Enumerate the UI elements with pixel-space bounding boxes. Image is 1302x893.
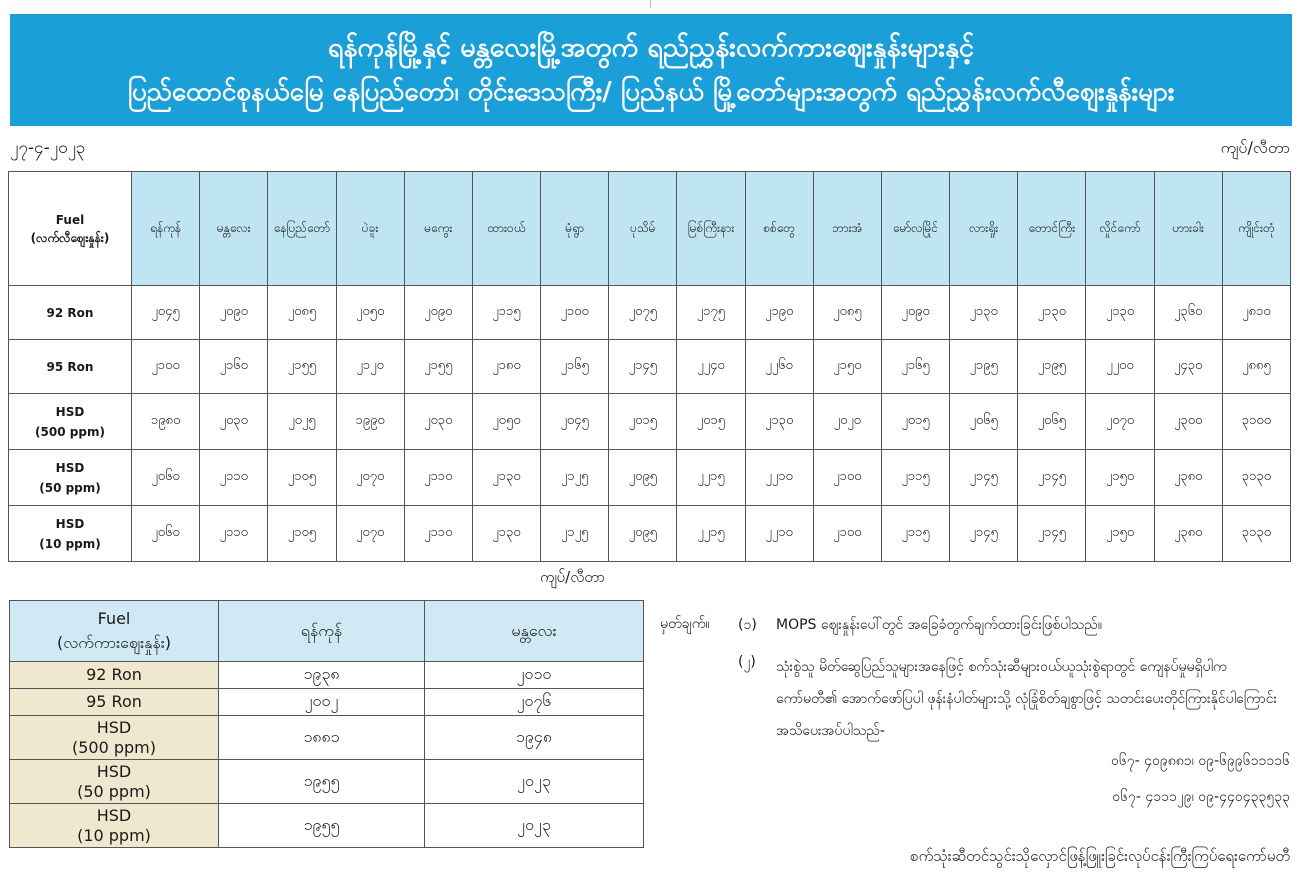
price-cell: ၂၁၃၀ <box>745 394 813 450</box>
price-cell: ၂၁၁၀ <box>404 506 472 562</box>
column-header: ရန်ကုန် <box>132 172 200 286</box>
price-cell: ၂၀၆၅ <box>950 394 1018 450</box>
price-cell: ၂၀၂၃ <box>425 760 644 804</box>
price-cell: ၂၀၄၅ <box>541 394 609 450</box>
price-cell: ၂၀၆၀ <box>132 450 200 506</box>
price-cell: ၂၀၀၂ <box>219 689 425 716</box>
table-row <box>10 662 644 689</box>
price-cell: ၂၂၁၀ <box>745 450 813 506</box>
top-divider <box>650 0 651 8</box>
price-cell: ၂၀၂၀ <box>813 394 881 450</box>
wholesale-corner-cell: Fuel (လက်ကားဈေးနှုန်း) <box>10 601 219 662</box>
fuel-type-cell: 95 Ron <box>9 340 132 394</box>
price-cell: ၃၁၀၀ <box>1222 394 1290 450</box>
price-cell: ၂၀၃၀ <box>200 394 268 450</box>
fuel-type-cell: HSD (500 ppm) <box>10 716 219 760</box>
price-cell: ၂၈၈၅ <box>1222 340 1290 394</box>
table-row <box>10 716 644 760</box>
price-cell: ၂၁၃၀ <box>472 506 540 562</box>
column-header: မော်လမြိုင် <box>881 172 949 286</box>
column-header: မုံရွာ <box>541 172 609 286</box>
price-cell: ၂၀၉၅ <box>609 450 677 506</box>
price-cell: ၂၁၆၅ <box>541 340 609 394</box>
price-cell: ၂၁၅၀ <box>1086 450 1154 506</box>
note-2-text: သုံးစွဲသူ မိတ်ဆွေပြည်သူများအနေဖြင့် စက်သုံးဆီများဝယ်ယူသုံးစွဲရာတွင် ကျေနပ်မှုမရှိပါက ကော်မတီ၏ အောက်ဖော်ပြပါ ဖုန်းနံပါတ်များသို့ လုံခြုံစိတ်ချစွာဖြင့် သတင်းပေးတိုင်ကြားနိုင်ပါကြောင်း အသိပေးအပ်ပါသည်- <box>776 659 1278 739</box>
price-cell: ၂၁၁၅ <box>881 450 949 506</box>
price-cell: ၂၁၄၅ <box>609 340 677 394</box>
price-cell: ၂၁၄၅ <box>1018 450 1086 506</box>
title-banner <box>10 14 1292 126</box>
wholesale-unit-label: ကျပ်/လီတာ <box>540 568 606 586</box>
table-row <box>9 394 1291 450</box>
fuel-type-cell: HSD (500 ppm) <box>9 394 132 450</box>
retail-header-row <box>9 172 1291 286</box>
table-row <box>10 760 644 804</box>
price-cell: ၁၈၈၁ <box>219 716 425 760</box>
column-header: ရန်ကုန် <box>219 601 425 662</box>
price-cell: ၂၄၃၀ <box>1154 340 1222 394</box>
fuel-type-cell: 92 Ron <box>10 662 219 689</box>
column-header: မန္တလေး <box>425 601 644 662</box>
column-header: ပုသိမ် <box>609 172 677 286</box>
price-cell: ၂၁၃၀ <box>950 286 1018 340</box>
price-cell: ၂၀၇၆ <box>425 689 644 716</box>
column-header: ကျိုင်းတုံ <box>1222 172 1290 286</box>
fuel-type-cell: HSD (10 ppm) <box>10 804 219 848</box>
price-cell: ၂၁၁၀ <box>200 506 268 562</box>
price-cell: ၂၀၂၅ <box>268 394 336 450</box>
price-cell: ၂၁၅၀ <box>813 340 881 394</box>
price-cell: ၂၃၈၀ <box>1154 450 1222 506</box>
price-cell: ၂၀၅၀ <box>472 394 540 450</box>
price-cell: ၂၁၈၀ <box>472 340 540 394</box>
price-cell: ၂၁၂၅ <box>541 450 609 506</box>
column-header: မန္တလေး <box>200 172 268 286</box>
fuel-type-cell: HSD (50 ppm) <box>10 760 219 804</box>
phone-numbers-1: ၀၆၇- ၄၀၉၈၈၁၊ ၀၉-၆၉၉၆၁၁၁၁၆ <box>1111 753 1290 769</box>
price-cell: ၂၀၇၀ <box>336 450 404 506</box>
retail-corner-cell: Fuel (လက်လီဈေးနှုန်း) <box>9 172 132 286</box>
price-cell: ၂၀၁၅ <box>677 394 745 450</box>
retail-price-table <box>8 171 1291 562</box>
price-cell: ၂၁၄၅ <box>1018 506 1086 562</box>
price-cell: ၁၉၄၈ <box>425 716 644 760</box>
price-cell: ၂၁၂၀ <box>336 340 404 394</box>
price-cell: ၂၀၆၀ <box>132 506 200 562</box>
table-row <box>9 450 1291 506</box>
price-cell: ၂၂၄၀ <box>677 340 745 394</box>
table-row <box>10 804 644 848</box>
column-header: စစ်တွေ <box>745 172 813 286</box>
price-cell: ၂၀၉၀ <box>881 286 949 340</box>
price-cell: ၂၀၇၅ <box>609 286 677 340</box>
price-cell: ၂၀၂၃ <box>425 804 644 848</box>
table-row <box>9 506 1291 562</box>
price-cell: ၂၁၆၅ <box>881 340 949 394</box>
price-cell: ၂၁၃၀ <box>1018 286 1086 340</box>
price-cell: ၂၀၃၀ <box>404 394 472 450</box>
price-cell: ၂၀၇၀ <box>1086 394 1154 450</box>
wholesale-header-row <box>10 601 644 662</box>
price-cell: ၂၁၃၀ <box>472 450 540 506</box>
price-cell: ၂၁၉၀ <box>745 286 813 340</box>
price-cell: ၂၁၉၅ <box>1018 340 1086 394</box>
price-cell: ၂၁၀၀ <box>813 450 881 506</box>
price-cell: ၂၁၁၀ <box>200 450 268 506</box>
column-header: လားရှိုး <box>950 172 1018 286</box>
notes-label: မှတ်ချက်။ <box>660 616 710 632</box>
price-cell: ၂၂၆၀ <box>745 340 813 394</box>
price-cell: ၂၁၇၅ <box>677 286 745 340</box>
price-cell: ၂၁၄၅ <box>950 506 1018 562</box>
price-cell: ၁၉၅၅ <box>219 760 425 804</box>
price-cell: ၂၁၂၅ <box>541 506 609 562</box>
table-row <box>9 340 1291 394</box>
note-1-number: (၁) <box>738 617 757 633</box>
price-cell: ၂၁၁၅ <box>472 286 540 340</box>
date: ၂၇-၄-၂၀၂၃ <box>10 138 86 158</box>
price-cell: ၂၀၉၀ <box>200 286 268 340</box>
price-cell: ၂၁၀၅ <box>268 450 336 506</box>
price-cell: ၂၀၉၀ <box>404 286 472 340</box>
fuel-type-cell: 95 Ron <box>10 689 219 716</box>
price-cell: ၂၀၁၀ <box>425 662 644 689</box>
price-cell: ၂၀၈၅ <box>268 286 336 340</box>
fuel-type-cell: HSD (10 ppm) <box>9 506 132 562</box>
column-header: ထားဝယ် <box>472 172 540 286</box>
committee-signature: စက်သုံးဆီတင်သွင်းသိုလှောင်ဖြန့်ဖြူးခြင်းလုပ်ငန်းကြီးကြပ်ရေးကော်မတီ <box>910 847 1290 865</box>
column-header: မြစ်ကြီးနား <box>677 172 745 286</box>
price-cell: ၂၀၄၅ <box>132 286 200 340</box>
column-header: ဟားခါး <box>1154 172 1222 286</box>
price-cell: ၂၀၈၅ <box>813 286 881 340</box>
price-cell: ၂၁၅၅ <box>268 340 336 394</box>
price-cell: ၂၂၁၅ <box>677 506 745 562</box>
price-cell: ၂၀၉၅ <box>609 506 677 562</box>
price-cell: ၂၁၄၅ <box>950 450 1018 506</box>
price-cell: ၂၀၆၅ <box>1018 394 1086 450</box>
price-cell: ၂၁၃၀ <box>1086 286 1154 340</box>
column-header: နေပြည်တော် <box>268 172 336 286</box>
column-header: မကွေး <box>404 172 472 286</box>
note-1-text: MOPS ဈေးနှုန်းပေါ်တွင် အခြေခံတွက်ချက်ထားခြင်းဖြစ်ပါသည်။ <box>776 617 1102 633</box>
price-cell: ၂၁၅၀ <box>1086 506 1154 562</box>
price-cell: ၂၃၈၀ <box>1154 506 1222 562</box>
price-cell: ၂၁၀၀ <box>541 286 609 340</box>
price-cell: ၂၈၁၀ <box>1222 286 1290 340</box>
price-cell: ၁၉၈၀ <box>132 394 200 450</box>
price-cell: ၃၁၃၀ <box>1222 506 1290 562</box>
price-cell: ၂၁၀၀ <box>132 340 200 394</box>
column-header: ပဲခူး <box>336 172 404 286</box>
title-line-1: ရန်ကုန်မြို့နှင့် မန္တလေးမြို့အတွက် ရည်ညွှန်းလက်ကားဈေးနှုန်းများနှင့် <box>327 32 975 63</box>
column-header: တောင်ကြီး <box>1018 172 1086 286</box>
price-cell: ၂၃၀၀ <box>1154 394 1222 450</box>
price-cell: ၂၀၅၀ <box>336 286 404 340</box>
unit-label: ကျပ်/လီတာ <box>1220 138 1290 157</box>
note-2-number: (၂) <box>738 654 756 670</box>
price-cell: ၂၁၉၅ <box>950 340 1018 394</box>
column-header: ဘားအံ <box>813 172 881 286</box>
table-row <box>9 286 1291 340</box>
price-cell: ၂၁၀၀ <box>813 506 881 562</box>
price-cell: ၂၂၀၀ <box>1086 340 1154 394</box>
price-cell: ၂၁၅၅ <box>404 340 472 394</box>
price-cell: ၁၉၉၀ <box>336 394 404 450</box>
price-cell: ၂၁၁၀ <box>404 450 472 506</box>
price-cell: ၂၁၀၅ <box>268 506 336 562</box>
price-cell: ၁၉၃၈ <box>219 662 425 689</box>
price-cell: ၂၂၁၀ <box>745 506 813 562</box>
column-header: လှိုင်ကော် <box>1086 172 1154 286</box>
price-cell: ၂၁၁၅ <box>881 506 949 562</box>
title-line-2: ပြည်ထောင်စုနယ်မြေ နေပြည်တော်၊ တိုင်းဒေသကြီး/ ပြည်နယ် မြို့တော်များအတွက် ရည်ညွှန်းလက်လီဈေးနှုန်းများ <box>127 77 1175 107</box>
price-cell: ၂၁၆၀ <box>200 340 268 394</box>
price-cell: ၂၀၁၅ <box>881 394 949 450</box>
fuel-type-cell: HSD (50 ppm) <box>9 450 132 506</box>
price-cell: ၂၃၆၀ <box>1154 286 1222 340</box>
table-row <box>10 689 644 716</box>
wholesale-price-table <box>9 600 644 848</box>
price-cell: ၃၁၃၀ <box>1222 450 1290 506</box>
fuel-type-cell: 92 Ron <box>9 286 132 340</box>
phone-numbers-2: ၀၆၇- ၄၁၁၁၂၉၊ ၀၉-၄၄၀၄၃၃၅၃၃ <box>1112 789 1290 805</box>
price-cell: ၂၂၁၅ <box>677 450 745 506</box>
price-cell: ၂၀၇၀ <box>336 506 404 562</box>
price-cell: ၁၉၅၅ <box>219 804 425 848</box>
price-cell: ၂၀၁၅ <box>609 394 677 450</box>
